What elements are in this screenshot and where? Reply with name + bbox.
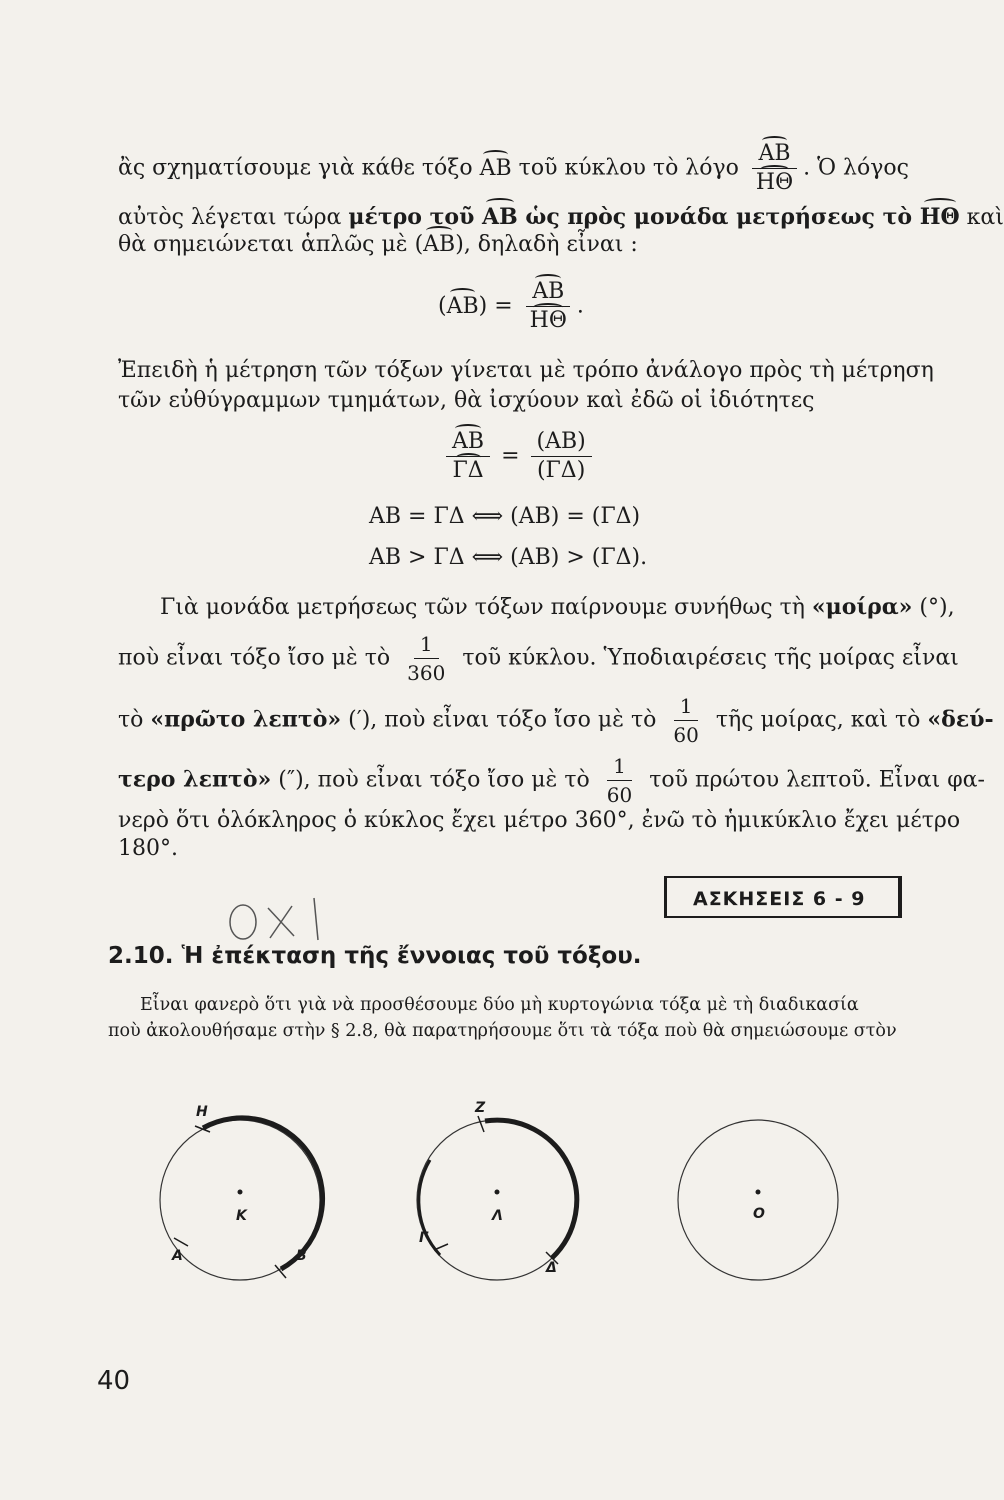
fraction-denominator: 60 (673, 723, 699, 747)
center-label-lambda: Λ (492, 1208, 503, 1224)
bold-term: μέτρο τοῦ (348, 204, 483, 230)
arc-label: ΑΒ (480, 154, 512, 184)
section-number: 2.10. (108, 943, 174, 969)
arc-label: ΑΒ (482, 204, 518, 230)
equation-inequality: ΑΒ > ΓΔ ⟺ (ΑΒ) > (ΓΔ). (369, 545, 648, 570)
fraction-numerator: ΑΒ (452, 429, 485, 454)
text-segment: τοῦ κύκλου τὸ λόγο (511, 155, 739, 181)
center-label-o: Ο (753, 1206, 765, 1222)
text-segment: ), δηλαδὴ εἶναι : (455, 232, 638, 257)
point-label-b: Β (296, 1248, 307, 1264)
arc-label: ΗΘ (919, 204, 960, 230)
equation-ratio (442, 428, 596, 485)
bold-term: «μοίρα» (811, 594, 913, 620)
fraction-1-60 (667, 692, 704, 749)
text-segment: τοῦ κύκλου. Ὑποδιαιρέσεις τῆς μοίρας εἶναι (462, 645, 959, 671)
fraction-numerator: 1 (674, 692, 699, 721)
arc-label: ΑΒ (423, 230, 455, 260)
text-line-5: τῶν εὐθύγραμμων τμημάτων, θὰ ἰσχύουν καὶ ἐδῶ οἱ ἰδιότητες (118, 388, 815, 413)
fraction-numerator: ΑΒ (758, 141, 791, 166)
text-segment: καὶ (959, 205, 1004, 230)
text-segment: (°), (912, 595, 955, 620)
fraction-denominator: 360 (407, 661, 446, 685)
text-segment: θὰ σημειώνεται ἁπλῶς μὲ ( (118, 232, 424, 257)
text-segment: (″), ποὺ εἶναι τόξο ἴσο μὲ τὸ (271, 767, 590, 793)
point-label-a: Α (172, 1248, 183, 1264)
fraction-numerator: 1 (607, 752, 632, 781)
text-segment: αὐτὸς λέγεται τώρα (118, 205, 349, 230)
text-line-6 (160, 592, 955, 623)
bold-term: «πρῶτο λεπτὸ» (150, 706, 342, 733)
eq-part: ) = (478, 293, 513, 319)
text-segment: τοῦ πρώτου λεπτοῦ. Εἶναι φα- (649, 767, 985, 793)
text-segment: (′), ποὺ εἶναι τόξο ἴσο μὲ τὸ (341, 707, 657, 733)
text-segment: ποὺ εἶναι τόξο ἴσο μὲ τὸ (118, 645, 391, 671)
small-text-line-2: ποὺ ἀκολουθήσαμε στὴν § 2.8, θὰ παρατηρήσουμε ὅτι τὰ τόξα ποὺ θὰ σημειώσουμε στὸν (108, 1021, 897, 1041)
fraction-left (446, 428, 490, 485)
text-line-3 (118, 230, 638, 260)
fraction-ab-over-htheta (750, 140, 799, 197)
center-label-k: Κ (236, 1208, 247, 1224)
eq-part: = (501, 443, 520, 469)
equation-measure (438, 278, 584, 335)
point-label-gamma: Γ (419, 1230, 428, 1246)
text-line-7 (118, 630, 959, 687)
point-label-h: Η (196, 1104, 208, 1120)
fraction-denominator: ΓΔ (452, 458, 484, 483)
circle-o (678, 1120, 838, 1280)
section-heading: Ἡ ἐπέκταση τῆς ἔννοιας τοῦ τόξου. (181, 943, 642, 969)
text-line-9 (118, 752, 985, 809)
exercises-box: ΑΣΚΗΣΕΙΣ 6 - 9 (664, 876, 902, 918)
fraction-numerator: (ΑΒ) (531, 428, 592, 457)
text-line-2 (118, 202, 1004, 233)
small-text-line-1: Εἶναι φανερὸ ὅτι γιὰ νὰ προσθέσουμε δύο μὴ κυρτογώνια τόξα μὲ τὴ διαδικασία (140, 995, 859, 1015)
text-segment: τὸ (118, 707, 151, 733)
text-line-1 (118, 140, 909, 197)
bold-term: «δεύ- (927, 706, 994, 733)
arc-label: ΑΒ (447, 292, 479, 322)
fraction-1-360 (401, 630, 451, 687)
fraction-numerator: 1 (414, 630, 439, 659)
fraction-1-60 (601, 752, 638, 809)
text-line-11: 180°. (118, 836, 178, 861)
text-segment: Γιὰ μονάδα μετρήσεως τῶν τόξων παίρνουμε συνήθως τὴ (160, 595, 812, 620)
fraction-denominator: ΗΘ (755, 170, 794, 195)
text-segment: ἂς σχηματίσουμε γιὰ κάθε τόξο (118, 155, 480, 181)
circle-lambda (417, 1116, 577, 1280)
eq-part: . (576, 293, 584, 319)
page-number: 40 (97, 1366, 131, 1396)
circles-figure (140, 1100, 860, 1300)
text-line-4: Ἐπειδὴ ἡ μέτρηση τῶν τόξων γίνεται μὲ τρόπο ἀνάλογο πρὸς τὴ μέτρηση (118, 358, 934, 383)
eq-part: ( (438, 293, 447, 319)
section-title (108, 943, 642, 969)
fraction-denominator: 60 (606, 783, 633, 807)
bold-term: τερο λεπτὸ» (118, 766, 272, 793)
text-segment: τῆς μοίρας, καὶ τὸ (715, 707, 928, 733)
text-line-10: νερὸ ὅτι ὁλόκληρος ὁ κύκλος ἔχει μέτρο 360°, ἐνῶ τὸ ἡμικύκλιο ἔχει μέτρο (118, 808, 961, 833)
handwritten-note (228, 890, 328, 950)
point-label-z: Ζ (475, 1100, 486, 1116)
bold-term: ὡς πρὸς μονάδα μετρήσεως τὸ (517, 204, 920, 230)
fraction-numerator: ΑΒ (532, 279, 565, 304)
text-line-8 (118, 692, 994, 749)
point-label-delta: Δ (546, 1260, 557, 1276)
fraction-denominator: ΗΘ (529, 308, 567, 333)
fraction-right (531, 428, 592, 485)
text-segment: . Ὁ λόγος (803, 155, 909, 181)
fraction-denominator: (ΓΔ) (536, 458, 586, 483)
fraction (524, 278, 573, 335)
equation-equality: ΑΒ = ΓΔ ⟺ (ΑΒ) = (ΓΔ) (369, 504, 641, 529)
